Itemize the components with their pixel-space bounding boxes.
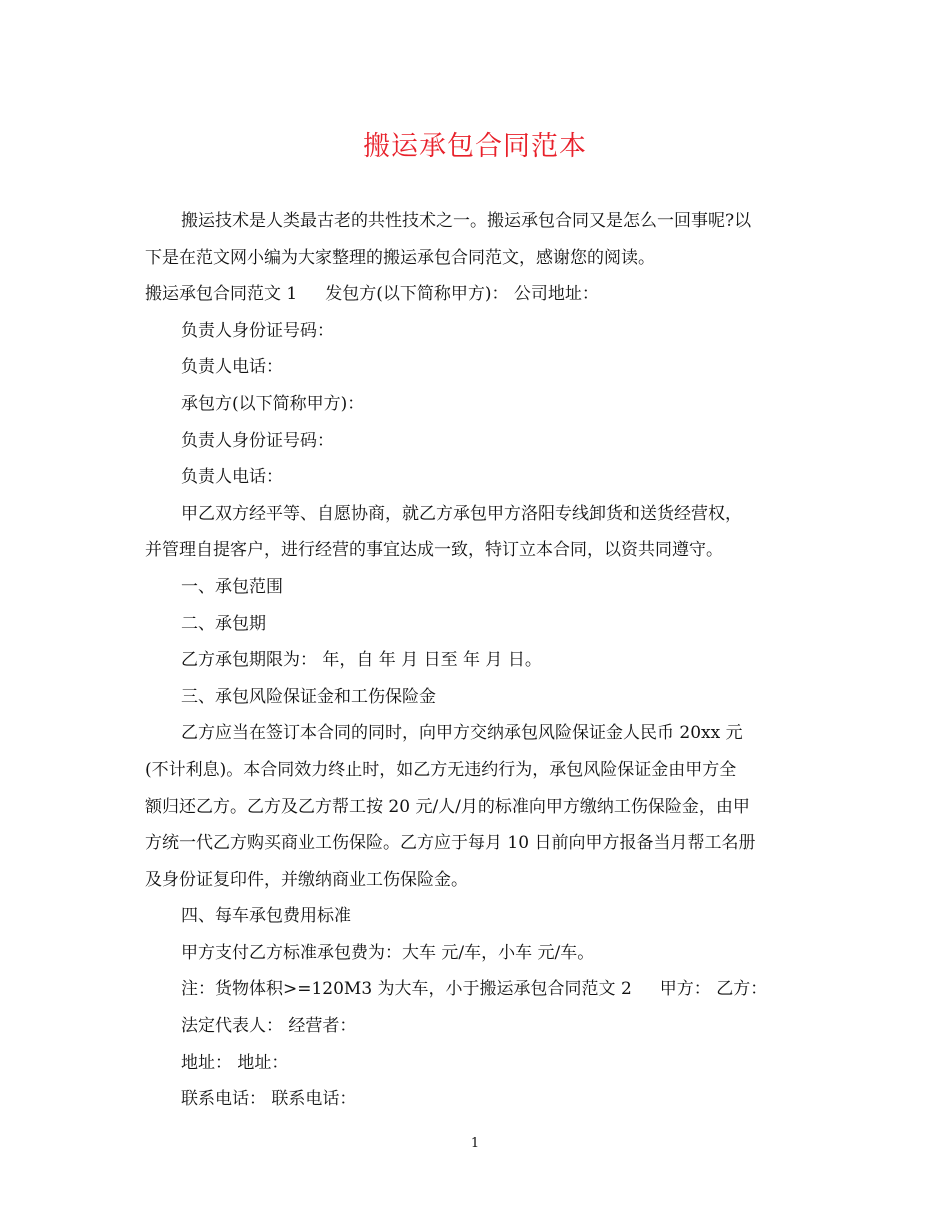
- paragraph-line: 额归还乙方。乙方及乙方帮工按 20 元/人/月的标准向甲方缴纳工伤保险金，由甲: [145, 796, 750, 817]
- sample-heading: 搬运承包合同范文 1: [145, 284, 298, 305]
- paragraph-line: 并管理自提客户，进行经营的事宜达成一致，特订立本合同，以资共同遵守。: [145, 540, 723, 561]
- paragraph-line: 甲方支付乙方标准承包费为：大车 元/车，小车 元/车。: [181, 942, 595, 963]
- field-line: 承包方(以下简称甲方)：: [181, 393, 365, 414]
- field-line: 负责人身份证号码：: [181, 320, 334, 341]
- paragraph-line: 乙方应当在签订本合同的同时，向甲方交纳承包风险保证金人民币 20xx 元: [181, 723, 743, 744]
- field-line: 联系电话： 联系电话：: [181, 1089, 357, 1110]
- paragraph-line: 下是在范文网小编为大家整理的搬运承包合同范文，感谢您的阅读。: [145, 247, 655, 268]
- section-heading: 二、承包期: [181, 613, 266, 634]
- paragraph-line: 甲乙双方经平等、自愿协商，就乙方承包甲方洛阳专线卸货和送货经营权，: [181, 503, 742, 524]
- paragraph-line: [145, 971, 805, 1008]
- page-number: 1: [470, 1136, 480, 1151]
- paragraph-line: 及身份证复印件，并缴纳商业工伤保险金。: [145, 869, 468, 890]
- field-line: 负责人电话：: [181, 467, 283, 488]
- field-line: 法定代表人： 经营者：: [181, 1016, 357, 1037]
- party-a-label: 发包方(以下简称甲方)： 公司地址：: [325, 284, 599, 305]
- paragraph-line: (不计利息)。本合同效力终止时，如乙方无违约行为，承包风险保证金由甲方全: [145, 759, 737, 780]
- paragraph-line: 搬运技术是人类最古老的共性技术之一。搬运承包合同又是怎么一回事呢?以: [181, 211, 752, 231]
- section-heading: 三、承包风险保证金和工伤保险金: [181, 686, 436, 707]
- field-line: 地址： 地址：: [181, 1052, 289, 1073]
- note-text: 注：货物体积>=120M3 为大车，小于搬运承包合同范文 2: [181, 979, 632, 1000]
- paragraph-line: 乙方承包期限为： 年，自 年 月 日至 年 月 日。: [181, 650, 542, 671]
- document-title: 搬运承包合同范本: [363, 131, 587, 162]
- document-body: [145, 203, 805, 1118]
- paragraph-line: 方统一代乙方购买商业工伤保险。乙方应于每月 10 日前向甲方报备当月帮工名册: [145, 833, 756, 854]
- signature-parties: 甲方： 乙方：: [659, 979, 768, 1000]
- section-heading: 四、每车承包费用标准: [181, 906, 351, 927]
- field-line: 负责人身份证号码：: [181, 430, 334, 451]
- section-heading: 一、承包范围: [181, 576, 283, 597]
- field-line: 负责人电话：: [181, 357, 283, 378]
- paragraph-line: [145, 276, 805, 313]
